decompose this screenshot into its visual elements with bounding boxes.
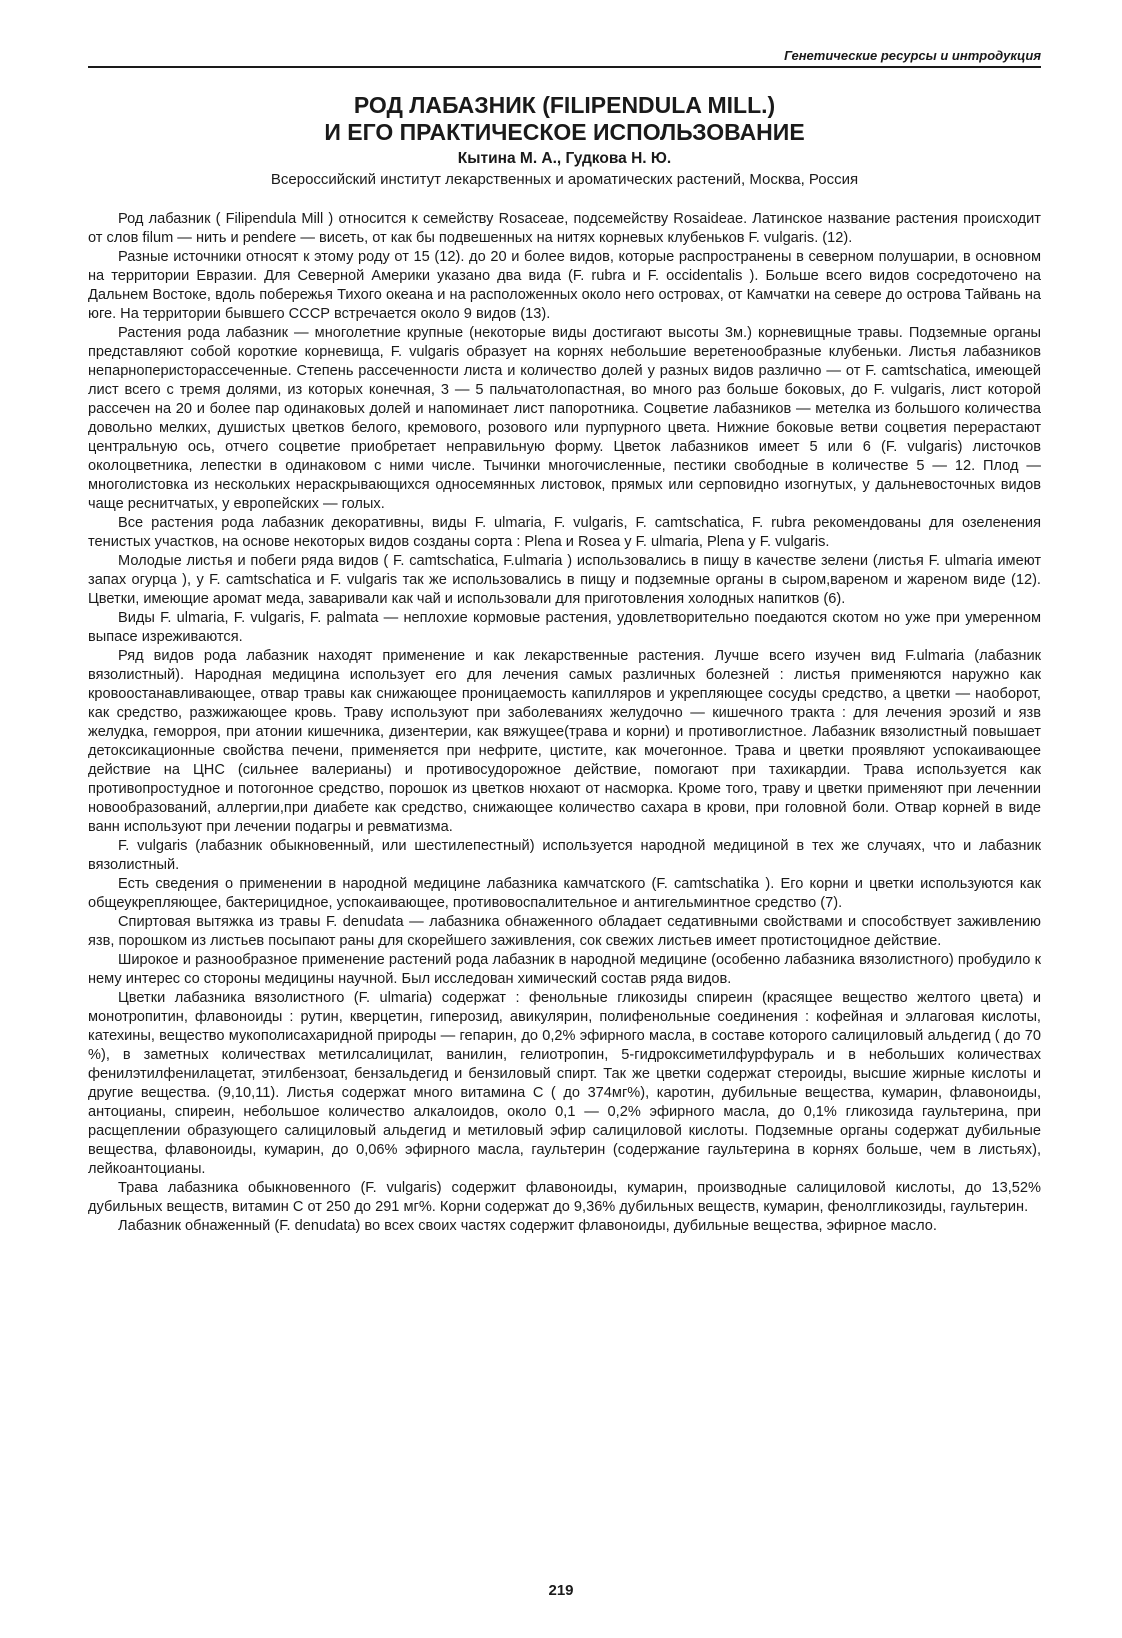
title-line-1: РОД ЛАБАЗНИК (FILIPENDULA MILL.) xyxy=(353,92,776,118)
paragraph: Виды F. ulmaria, F. vulgaris, F. palmata — неплохие кормовые растения, удовлетворительно поедаются скотом но уже при умеренном выпасе изреживаются. xyxy=(88,610,1041,645)
paragraph: Растения рода лабазник — многолетние крупные (некоторые виды достигают высоты 3м.) корневищные травы. Подземные органы представляют собой короткие корневища, F. vulgaris образует на корнях небольшие веретенообразные клубеньки. Листья лабазников непарноперисторассеченные. Степень рассеченности листа и количество долей у разных видов различно — от F. camtschatica, имеющей лист всего с тремя долями, из которых конечная, 3 — 5 пальчатолопастная, во много раз больше боковых, до F. vulgaris, лист которой рассечен на 20 и более пар одинаковых долей и напоминает лист папоротника. Соцветие лабазников — метелка из большого количества довольно мелких, душистых цветков белого, кремового, розового или пурпурного цвета. Нижние боковые ветви соцветия перерастают центральную ось, отчего соцветие приобретает неправильную форму. Цветок лабазников имеет 5 или 6 (F. vulgaris) листочков околоцветника, лепестки в одинаковом с ними числе. Тычинки многочисленные, пестики свободные в количестве 5 — 12. Плод — многолистовка из нескольких нераскрывающихся односемянных листовок, прямых или серповидно изогнутых, у дальневосточных видов чаще реснитчатых, у европейских — голых. xyxy=(88,325,1041,512)
paragraph: Лабазник обнаженный (F. denudata) во всех своих частях содержит флавоноиды, дубильные вещества, эфирное масло. xyxy=(118,1218,937,1234)
paragraph: Род лабазник ( Filipendula Mill ) относится к семейству Rosaceae, подсемейству Rosaideae. Латинское название растения происходит от слов filum — нить и pendere — висеть, от как бы подвешенных на нитях корневых клубеньков F. vulgaris. (12). xyxy=(88,211,1041,246)
page-content xyxy=(88,48,1041,1236)
running-head: Генетические ресурсы и интродукция xyxy=(88,48,1041,68)
paragraph: Разные источники относят к этому роду от 15 (12). до 20 и более видов, которые распространены в северном полушарии, в основном на территории Евразии. Для Северной Америки указано два вида (F. rubra и F. occidentalis ). Больше всего видов сосредоточено на Дальнем Востоке, вдоль побережья Тихого океана и на расположенных около него островах, от Камчатки на севере до острова Тайвань на юге. На территории бывшего СССР встречается около 9 видов (13). xyxy=(88,249,1041,322)
page-number: 219 xyxy=(548,1582,574,1599)
article-body xyxy=(88,210,1041,1236)
paragraph: Есть сведения о применении в народной медицине лабазника камчатского (F. camtschatika ). Его корни и цветки используются как общеукрепляющее, бактерицидное, успокаивающее, противовоспалительное и антигельминтное средство (7). xyxy=(88,876,1041,911)
paragraph: Широкое и разнообразное применение растений рода лабазник в народной медицине (особенно лабазника вязолистного) пробудило к нему интерес со стороны медицины научной. Был исследован химический состав ряда видов. xyxy=(88,952,1041,987)
paragraph: Трава лабазника обыкновенного (F. vulgaris) содержит флавоноиды, кумарин, производные салициловой кислоты, до 13,52% дубильных веществ, витамин С от 250 до 291 мг%. Корни содержат до 9,36% дубильных веществ, кумарин, фенолгликозиды, гаультерин. xyxy=(88,1180,1041,1215)
paragraph: Все растения рода лабазник декоративны, виды F. ulmaria, F. vulgaris, F. camtschatica, F. rubra рекомендованы для озеленения тенистых участков, на основе некоторых видов созданы сорта : Plena и Rosea у F. ulmaria, Plena у F. vulgaris. xyxy=(88,515,1041,550)
paragraph: Спиртовая вытяжка из травы F. denudata — лабазника обнаженного обладает седативными свойствами и способствует заживлению язв, порошком из листьев посыпают раны для скорейшего заживления, сок свежих листьев имеет протистоцидное действие. xyxy=(88,914,1041,949)
title-line-2: И ЕГО ПРАКТИЧЕСКОЕ ИСПОЛЬЗОВАНИЕ xyxy=(324,119,805,145)
article-title xyxy=(88,92,1041,146)
paragraph: Ряд видов рода лабазник находят применение и как лекарственные растения. Лучше всего изучен вид F.ulmaria (лабазник вязолистный). Народная медицина использует его для лечения самых различных болезней : листья применяются наружно как кровоостанавливающее, отвар травы как снижающее проницаемость капилляров и укрепляющее сосуды средство, а цветки — наоборот, как средство, разжижающее кровь. Траву используют при заболеваниях желудочно — кишечного тракта : для лечения эрозий и язв желудка, геморроя, при атонии кишечника, дизентерии, как вяжущее(трава и корни) и противоглистное. Лабазник вязолистный повышает детоксикационные свойства печени, применяется при нефрите, цистите, как мочегонное. Трава и цветки проявляют успокаивающее действие на ЦНС (сильнее валерианы) и противосудорожное действие, помогают при тахикардии. Трава используется как противопростудное и потогонное средство, порошок из цветков нюхают от насморка. Кроме того, траву и цветки применяют при леченнии новообразований, аллергии,при диабете как средство, снижающее количество сахара в крови, при головной боли. Отвар корней в виде ванн используют при лечении подагры и ревматизма. xyxy=(88,648,1041,835)
paragraph: F. vulgaris (лабазник обыкновенный, или шестилепестный) используется народной медициной в тех же случаях, что и лабазник вязолистный. xyxy=(88,838,1041,873)
affiliation: Всероссийский институт лекарственных и ароматических растений, Москва, Россия xyxy=(270,171,859,188)
paragraph: Цветки лабазника вязолистного (F. ulmaria) содержат : фенольные гликозиды спиреин (красящее вещество желтого цвета) и монотропитин, флавоноиды : рутин, кверцетин, гиперозид, авикулярин, полифенольные соединения : кофейная и эллаговая кислоты, катехины, вещество мукополисахаридной природы — гепарин, до 0,2% эфирного масла, в составе которого салициловый альдегид ( до 70 %), в заметных количествах метилсалицилат, ванилин, гелиотропин, 5-гидроксиметилфурфураль и в небольших количествах фенилэтилфенилацетат, этилбензоат, бензальдегид и бензиловый спирт. Так же цветки содержат стероиды, высшие жирные кислоты и другие вещества. (9,10,11). Листья содержат много витамина С ( до 374мг%), каротин, дубильные вещества, кумарин, флавоноиды, антоцианы, спиреин, небольшое количество алкалоидов, около 0,1 — 0,2% эфирного масла, до 0,1% гликозида гаультерина, при расщеплении образующего салициловый альдегид и метиловый эфир салициловой кислоты. Подземные органы содержат дубильные вещества, флавоноиды, кумарин, до 0,06% эфирного масла, гаультерин (содержание гаультерина в корнях больше, чем в листьях), лейкоантоцианы. xyxy=(88,990,1041,1177)
authors: Кытина М. А., Гудкова Н. Ю. xyxy=(457,150,672,167)
paragraph: Молодые листья и побеги ряда видов ( F. camtschatica, F.ulmaria ) использовались в пищу в качестве зелени (листья F. ulmaria имеют запах огурца ), у F. camtschatica и F. vulgaris так же использовались в пищу и подземные органы в сыром,вареном и жареном виде (12). Цветки, имеющие аромат меда, заваривали как чай и иcпользовали для приготовления холодных напитков (6). xyxy=(88,553,1041,607)
